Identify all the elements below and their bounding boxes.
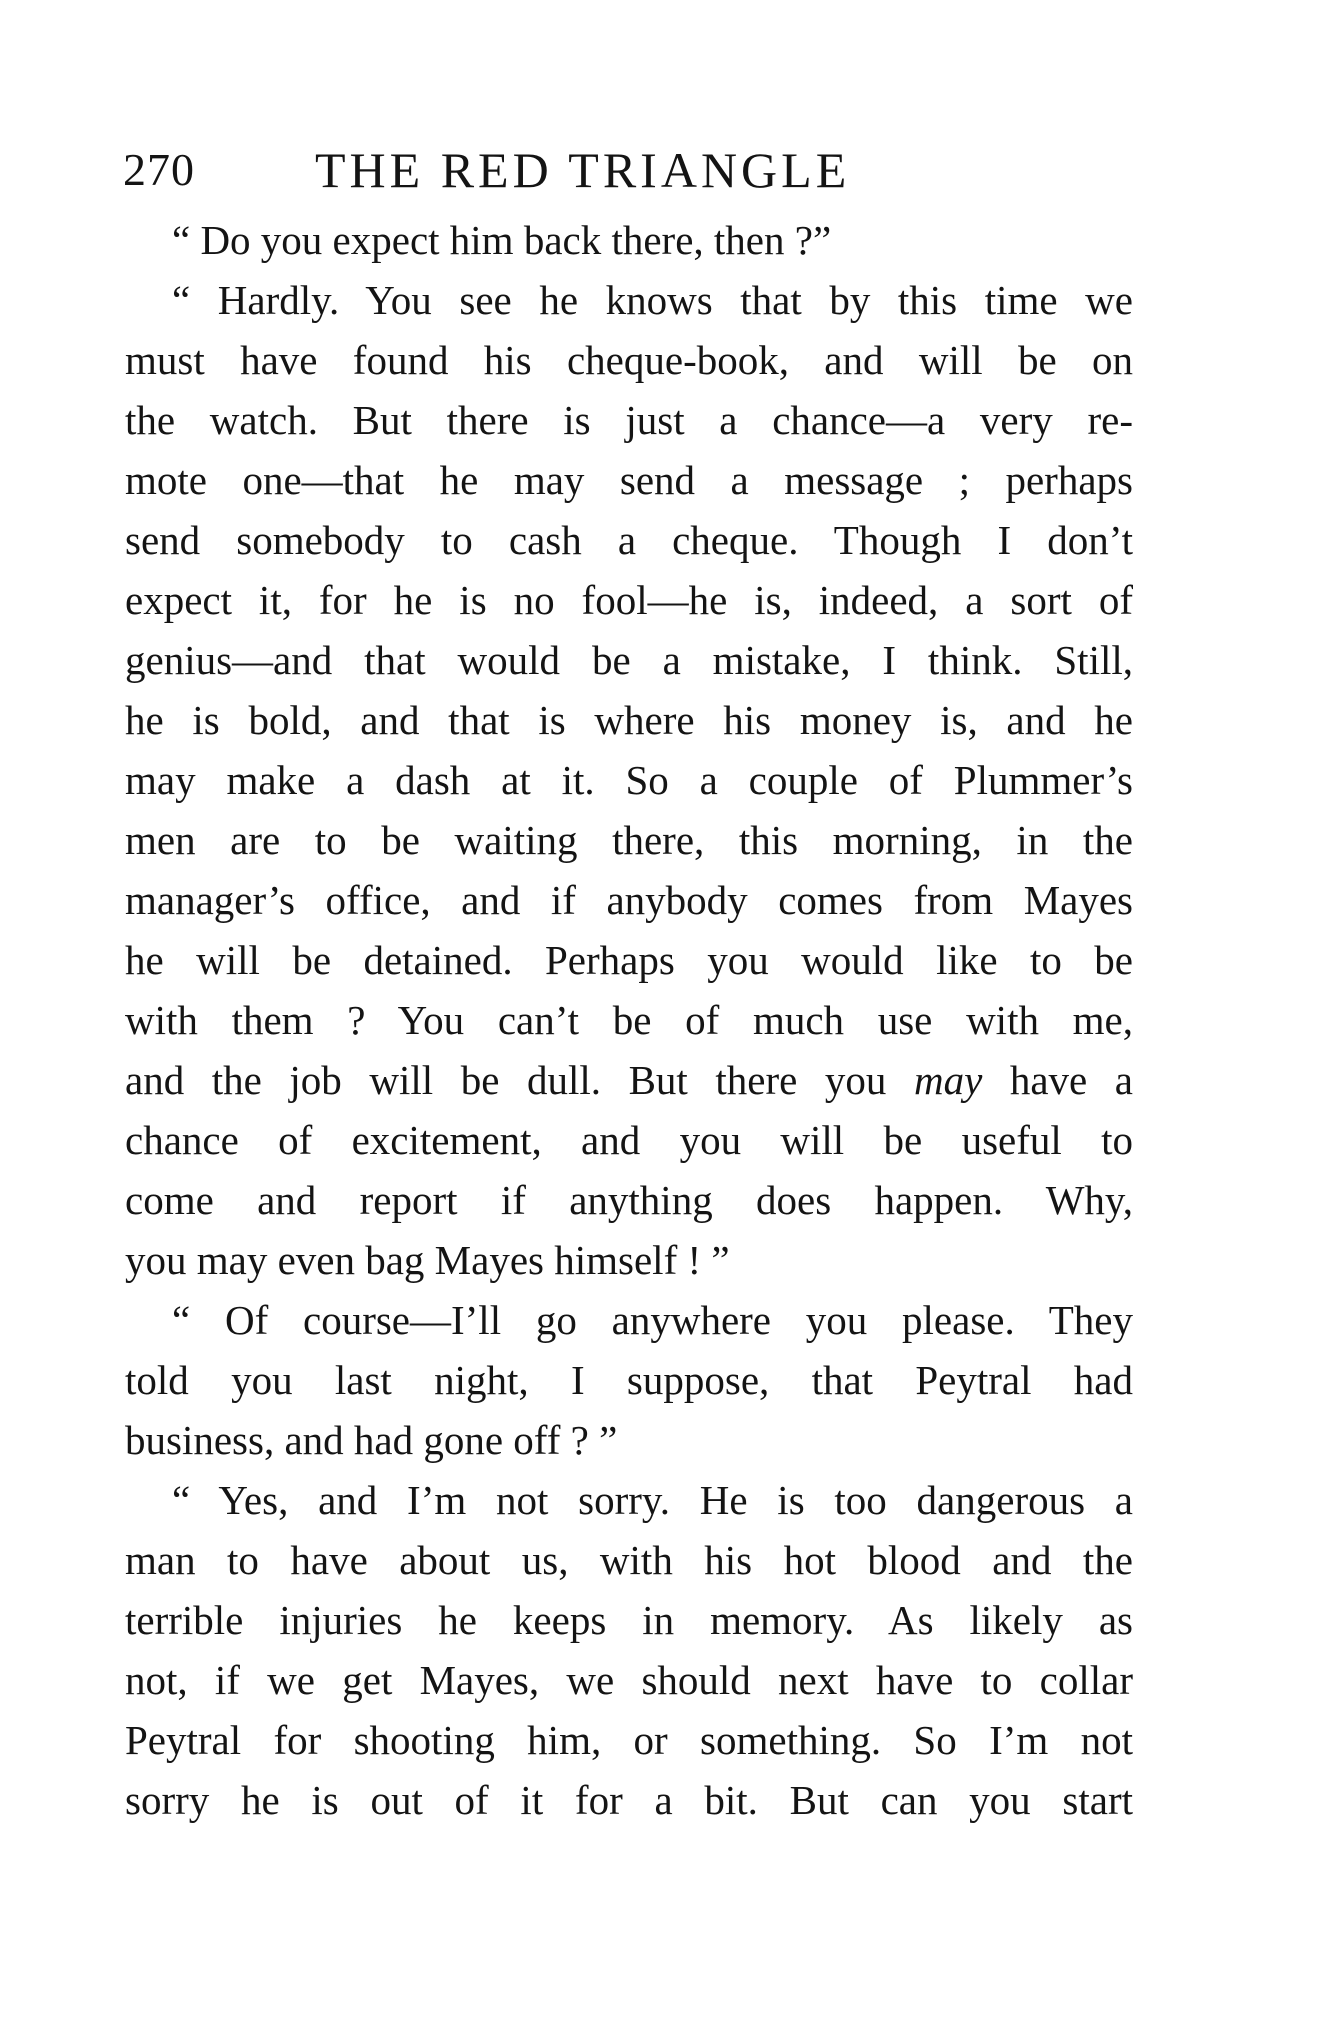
text-line: with them ? You can’t be of much use with me, — [125, 997, 1133, 1043]
text-line: genius—and that would be a mistake, I think. Still, — [125, 637, 1133, 683]
text-segment: have a — [982, 1057, 1133, 1103]
text-line: he will be detained. Perhaps you would like to be — [125, 937, 1133, 983]
text-line: “ Yes, and I’m not sorry. He is too dangerous a — [172, 1477, 1133, 1523]
text-line: men are to be waiting there, this morning, in the — [125, 817, 1133, 863]
text-line: Peytral for shooting him, or something. So I’m not — [125, 1717, 1133, 1763]
text-line: come and report if anything does happen. Why, — [125, 1177, 1133, 1223]
text-line: manager’s office, and if anybody comes from Mayes — [125, 877, 1133, 923]
text-line: may make a dash at it. So a couple of Plummer’s — [125, 757, 1133, 803]
body-text — [125, 210, 1133, 1830]
text-line: not, if we get Mayes, we should next have to collar — [125, 1657, 1133, 1703]
page-header — [123, 140, 1133, 200]
text-line: he is bold, and that is where his money is, and he — [125, 697, 1133, 743]
text-line: must have found his cheque-book, and will be on — [125, 337, 1133, 383]
text-line: business, and had gone off ? ” — [125, 1417, 618, 1463]
text-line: “ Hardly. You see he knows that by this time we — [172, 277, 1133, 323]
text-line: the watch. But there is just a chance—a very re- — [125, 397, 1133, 443]
text-line: chance of excitement, and you will be useful to — [125, 1117, 1133, 1163]
text-line: you may even bag Mayes himself ! ” — [125, 1237, 730, 1283]
page-number: 270 — [123, 144, 195, 195]
running-head: THE RED TRIANGLE — [315, 142, 851, 198]
text-line: expect it, for he is no fool—he is, indeed, a sort of — [125, 577, 1133, 623]
text-line: mote one—that he may send a message ; perhaps — [125, 457, 1133, 503]
text-line: sorry he is out of it for a bit. But can you start — [125, 1777, 1133, 1823]
text-line: told you last night, I suppose, that Peytral had — [125, 1357, 1133, 1403]
text-segment: and the job will be dull. But there you — [125, 1057, 914, 1103]
text-line: “ Of course—I’ll go anywhere you please. They — [172, 1297, 1133, 1343]
text-line — [125, 1050, 1133, 1110]
text-line: send somebody to cash a cheque. Though I don’t — [125, 517, 1133, 563]
italic-emphasis: may — [913, 1057, 983, 1103]
text-line: man to have about us, with his hot blood and the — [125, 1537, 1133, 1583]
text-line: “ Do you expect him back there, then ?” — [172, 217, 832, 263]
text-line: terrible injuries he keeps in memory. As likely as — [125, 1597, 1133, 1643]
